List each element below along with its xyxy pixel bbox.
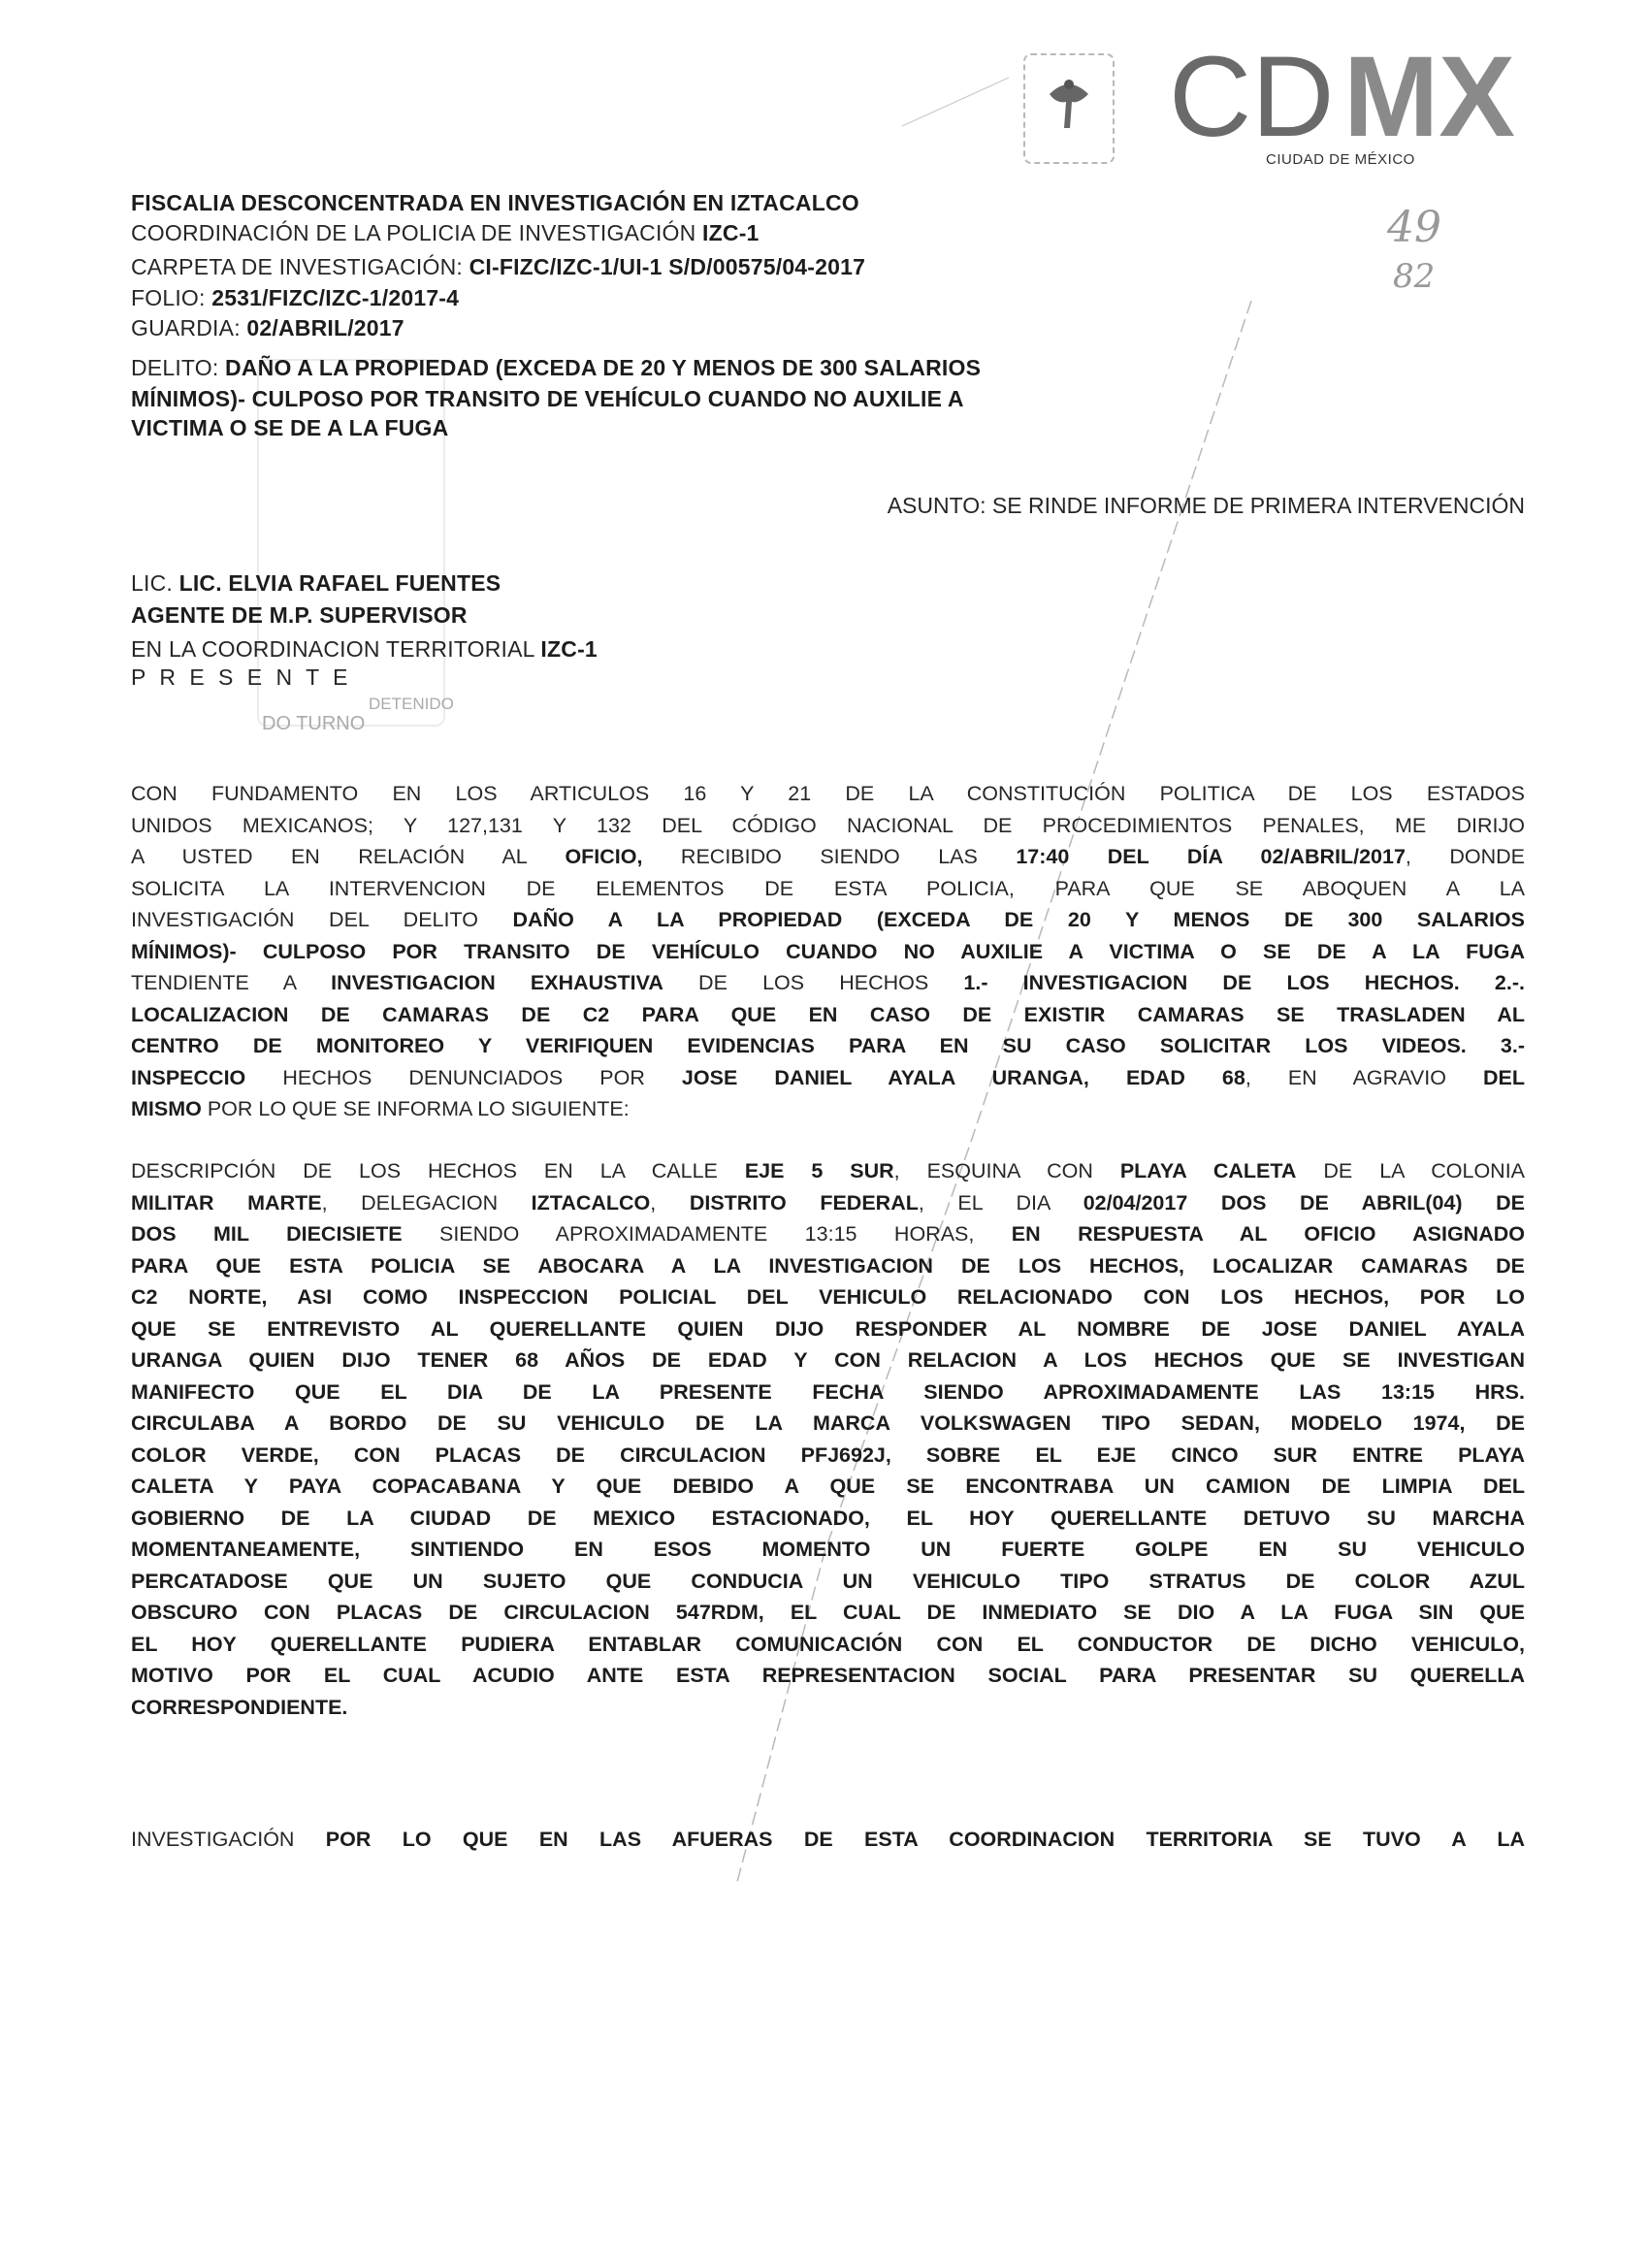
paragraph-line xyxy=(131,1159,1525,1191)
text-segment: , DONDE xyxy=(1405,845,1526,868)
paragraph-line xyxy=(131,940,1525,972)
paragraph-line xyxy=(131,1633,1525,1665)
paragraph-line xyxy=(131,1254,1525,1286)
text-segment: 1.- INVESTIGACION DE LOS HECHOS. 2.-. xyxy=(963,971,1525,994)
header-line xyxy=(131,190,859,216)
text-segment: SIENDO APROXIMADAMENTE 13:15 HORAS, xyxy=(402,1222,1012,1246)
header-line xyxy=(131,415,448,441)
text-segment: 2531/FIZC/IZC-1/2017-4 xyxy=(211,285,460,310)
text-segment: LIC. xyxy=(131,570,179,596)
text-segment: COLOR VERDE, CON PLACAS DE CIRCULACION PFJ692J, SOBRE EL EJE CINCO SUR ENTRE PLAYA xyxy=(131,1442,1525,1467)
addressee-line xyxy=(131,602,468,629)
stamp-line: DO TURNO xyxy=(262,713,366,734)
text-segment: MANIFECTO QUE EL DIA DE LA PRESENTE FECHA SIENDO APROXIMADAMENTE LAS 13:15 HRS. xyxy=(131,1379,1525,1404)
paragraph-line xyxy=(131,782,1525,814)
text-segment: MÍNIMOS)- CULPOSO POR TRANSITO DE VEHÍCULO CUANDO NO AUXILIE A VICTIMA O SE DE A LA FUGA xyxy=(131,939,1525,963)
text-segment: URANGA QUIEN DIJO TENER 68 AÑOS DE EDAD Y CON RELACION A LOS HECHOS QUE SE INVESTIGAN xyxy=(131,1348,1525,1372)
text-segment: DISTRITO FEDERAL xyxy=(689,1190,919,1215)
text-segment: IZTACALCO xyxy=(531,1190,651,1215)
text-segment: 02/ABRIL/2017 xyxy=(246,315,404,340)
text-segment: TENDIENTE A xyxy=(131,971,332,994)
paragraph-line xyxy=(131,1003,1525,1035)
paragraph-line xyxy=(131,1538,1525,1570)
subject-line: ASUNTO: SE RINDE INFORME DE PRIMERA INTERVENCIÓN xyxy=(887,493,1525,518)
text-segment: DE LA COLONIA xyxy=(1296,1159,1526,1183)
text-segment: HECHOS DENUNCIADOS POR xyxy=(245,1065,682,1089)
text-segment: DAÑO A LA PROPIEDAD (EXCEDA DE 20 Y MENOS DE 300 SALARIOS xyxy=(512,908,1525,931)
cdmx-logo xyxy=(1169,39,1537,150)
text-segment: INVESTIGACION EXHAUSTIVA xyxy=(331,971,663,994)
text-segment: DOS MIL DIECISIETE xyxy=(131,1222,403,1246)
text-segment: SOLICITA LA INTERVENCION DE ELEMENTOS DE ESTA POLICIA, PARA QUE SE ABOQUEN A LA xyxy=(131,876,1525,900)
text-segment: IZC-1 xyxy=(540,636,598,662)
addressee-line xyxy=(131,664,351,691)
text-segment: EN RESPUESTA AL OFICIO ASIGNADO xyxy=(1011,1222,1525,1246)
logo-subtitle: CIUDAD DE MÉXICO xyxy=(1266,151,1415,168)
text-segment: OBSCURO CON PLACAS DE CIRCULACION 547RDM, EL CUAL DE INMEDIATO SE DIO A LA FUGA SIN QUE xyxy=(131,1601,1525,1624)
text-segment: CALETA Y PAYA COPACABANA Y QUE DEBIDO A QUE SE ENCONTRABA UN CAMION DE LIMPIA DEL xyxy=(131,1474,1525,1498)
header-line xyxy=(131,254,865,280)
text-segment: CON FUNDAMENTO EN LOS ARTICULOS 16 Y 21 DE LA CONSTITUCIÓN POLITICA DE LOS ESTADOS xyxy=(131,782,1525,805)
header-line xyxy=(131,285,459,311)
text-segment: LIC. ELVIA RAFAEL FUENTES xyxy=(178,570,501,596)
paragraph-investigacion xyxy=(131,1828,1525,1860)
paragraph-line xyxy=(131,1097,1525,1129)
text-segment: DESCRIPCIÓN DE LOS HECHOS EN LA CALLE xyxy=(131,1159,745,1183)
text-segment: C2 NORTE, ASI COMO INSPECCION POLICIAL DEL VEHICULO RELACIONADO CON LOS HECHOS, POR LO xyxy=(131,1285,1525,1309)
text-segment: PLAYA CALETA xyxy=(1119,1159,1297,1183)
text-segment: DE LOS HECHOS xyxy=(663,971,964,994)
text-segment: UNIDOS MEXICANOS; Y 127,131 Y 132 DEL CÓDIGO NACIONAL DE PROCEDIMIENTOS PENALES, ME DIRIJO xyxy=(131,813,1525,837)
text-segment: PERCATADOSE QUE UN SUJETO QUE CONDUCIA UN VEHICULO TIPO STRATUS DE COLOR AZUL xyxy=(131,1569,1525,1593)
text-segment: POR LO QUE EN LAS AFUERAS DE ESTA COORDINACION TERRITORIA SE TUVO A LA xyxy=(325,1828,1525,1851)
eagle-seal-icon xyxy=(1023,53,1115,164)
text-segment: GOBIERNO DE LA CIUDAD DE MEXICO ESTACIONADO, EL HOY QUERELLANTE DETUVO SU MARCHA xyxy=(131,1506,1525,1530)
paragraph-line xyxy=(131,1317,1525,1349)
text-segment: GUARDIA: xyxy=(131,315,247,340)
text-segment: CENTRO DE MONITOREO Y VERIFIQUEN EVIDENCIAS PARA EN SU CASO SOLICITAR LOS VIDEOS. 3.- xyxy=(131,1034,1525,1057)
paragraph-line xyxy=(131,1222,1525,1254)
paragraph-line xyxy=(131,814,1525,846)
paragraph-line xyxy=(131,1696,1525,1728)
text-segment: 02/04/2017 DOS DE ABRIL(04) DE xyxy=(1083,1190,1525,1215)
paragraph-line xyxy=(131,1443,1525,1475)
paragraph-line xyxy=(131,1411,1525,1443)
paragraph-fundamento xyxy=(131,782,1525,1129)
text-segment: JOSE DANIEL AYALA URANGA, EDAD 68 xyxy=(681,1065,1245,1089)
text-segment: A USTED EN RELACIÓN AL xyxy=(131,845,566,868)
text-segment: INSPECCIO xyxy=(131,1065,246,1089)
text-segment: P R E S E N T E xyxy=(131,664,352,690)
text-segment: , DELEGACION xyxy=(321,1190,532,1215)
paragraph-line xyxy=(131,1570,1525,1602)
paragraph-line xyxy=(131,1380,1525,1412)
text-segment: AGENTE DE M.P. SUPERVISOR xyxy=(131,602,468,628)
paragraph-line xyxy=(131,845,1525,877)
text-segment: DELITO: xyxy=(131,355,226,380)
text-segment: CORRESPONDIENTE. xyxy=(131,1695,348,1719)
logo-mx: MX xyxy=(1343,39,1515,146)
header-line xyxy=(131,220,760,246)
text-segment: EJE 5 SUR xyxy=(744,1159,894,1183)
handwritten-mark: 49 xyxy=(1387,203,1441,252)
text-segment: CIRCULABA A BORDO DE SU VEHICULO DE LA MARCA VOLKSWAGEN TIPO SEDAN, MODELO 1974, DE xyxy=(131,1411,1525,1435)
addressee-line xyxy=(131,570,501,597)
paragraph-line xyxy=(131,1191,1525,1223)
text-segment: MISMO xyxy=(131,1097,202,1120)
text-segment: INVESTIGACIÓN DEL DELITO xyxy=(131,908,513,931)
text-segment: 17:40 DEL DÍA 02/ABRIL/2017 xyxy=(1016,845,1406,868)
paragraph-line xyxy=(131,1664,1525,1696)
text-segment: , ESQUINA CON xyxy=(893,1159,1120,1183)
text-segment: DAÑO A LA PROPIEDAD (EXCEDA DE 20 Y MENOS DE 300 SALARIOS xyxy=(225,355,982,380)
text-segment: VICTIMA O SE DE A LA FUGA xyxy=(131,415,449,440)
paragraph-line xyxy=(131,1828,1525,1860)
text-segment: POR LO QUE SE INFORMA LO SIGUIENTE: xyxy=(201,1097,630,1120)
addressee-line xyxy=(131,636,598,663)
text-segment: MOTIVO POR EL CUAL ACUDIO ANTE ESTA REPRESENTACION SOCIAL PARA PRESENTAR SU QUERELLA xyxy=(131,1664,1525,1687)
text-segment: IZC-1 xyxy=(702,220,760,245)
paragraph-line xyxy=(131,1285,1525,1317)
text-segment: FISCALIA DESCONCENTRADA EN INVESTIGACIÓN EN IZTACALCO xyxy=(131,190,859,215)
logo-cd: CD xyxy=(1169,39,1335,146)
text-segment: COORDINACIÓN DE LA POLICIA DE INVESTIGACIÓN xyxy=(131,220,703,245)
text-segment: LOCALIZACION DE CAMARAS DE C2 PARA QUE EN CASO DE EXISTIR CAMARAS SE TRASLADEN AL xyxy=(131,1002,1525,1026)
handwritten-mark: 82 xyxy=(1393,257,1436,296)
paragraph-line xyxy=(131,1348,1525,1380)
received-stamp-text xyxy=(262,695,454,733)
text-segment: OFICIO, xyxy=(565,845,643,868)
text-segment: EL HOY QUERELLANTE PUDIERA ENTABLAR COMUNICACIÓN CON EL CONDUCTOR DE DICHO VEHICULO, xyxy=(131,1632,1525,1656)
paragraph-line xyxy=(131,1066,1525,1098)
text-segment: INVESTIGACIÓN xyxy=(131,1828,326,1851)
paragraph-line xyxy=(131,877,1525,909)
text-segment: DEL xyxy=(1483,1065,1525,1089)
paragraph-line xyxy=(131,908,1525,940)
text-segment: , EN AGRAVIO xyxy=(1245,1065,1483,1089)
text-segment: MOMENTANEAMENTE, SINTIENDO EN ESOS MOMENTO UN FUERTE GOLPE EN SU VEHICULO xyxy=(131,1538,1525,1561)
header-line xyxy=(131,386,964,412)
stamp-line: DETENIDO xyxy=(369,695,454,713)
text-segment: MILITAR MARTE xyxy=(131,1190,322,1215)
text-segment: CI-FIZC/IZC-1/UI-1 S/D/00575/04-2017 xyxy=(469,254,866,279)
text-segment: CARPETA DE INVESTIGACIÓN: xyxy=(131,254,469,279)
paragraph-line xyxy=(131,971,1525,1003)
text-segment: PARA QUE ESTA POLICIA SE ABOCARA A LA INVESTIGACION DE LOS HECHOS, LOCALIZAR CAMARAS DE xyxy=(131,1253,1525,1278)
header-line xyxy=(131,315,404,341)
text-segment: , xyxy=(650,1190,690,1215)
text-segment: EN LA COORDINACION TERRITORIAL xyxy=(131,636,541,662)
paragraph-descripcion xyxy=(131,1159,1525,1727)
paragraph-line xyxy=(131,1034,1525,1066)
header-line xyxy=(131,355,981,381)
text-segment: , EL DIA xyxy=(918,1190,1083,1215)
paragraph-line xyxy=(131,1601,1525,1633)
paragraph-line xyxy=(131,1474,1525,1507)
text-segment: FOLIO: xyxy=(131,285,212,310)
handwritten-marks xyxy=(1387,204,1441,301)
paragraph-line xyxy=(131,1507,1525,1539)
text-segment: MÍNIMOS)- CULPOSO POR TRANSITO DE VEHÍCULO CUANDO NO AUXILIE A xyxy=(131,386,964,411)
text-segment: RECIBIDO SIENDO LAS xyxy=(642,845,1017,868)
text-segment: QUE SE ENTREVISTO AL QUERELLANTE QUIEN DIJO RESPONDER AL NOMBRE DE JOSE DANIEL AYALA xyxy=(131,1316,1525,1341)
